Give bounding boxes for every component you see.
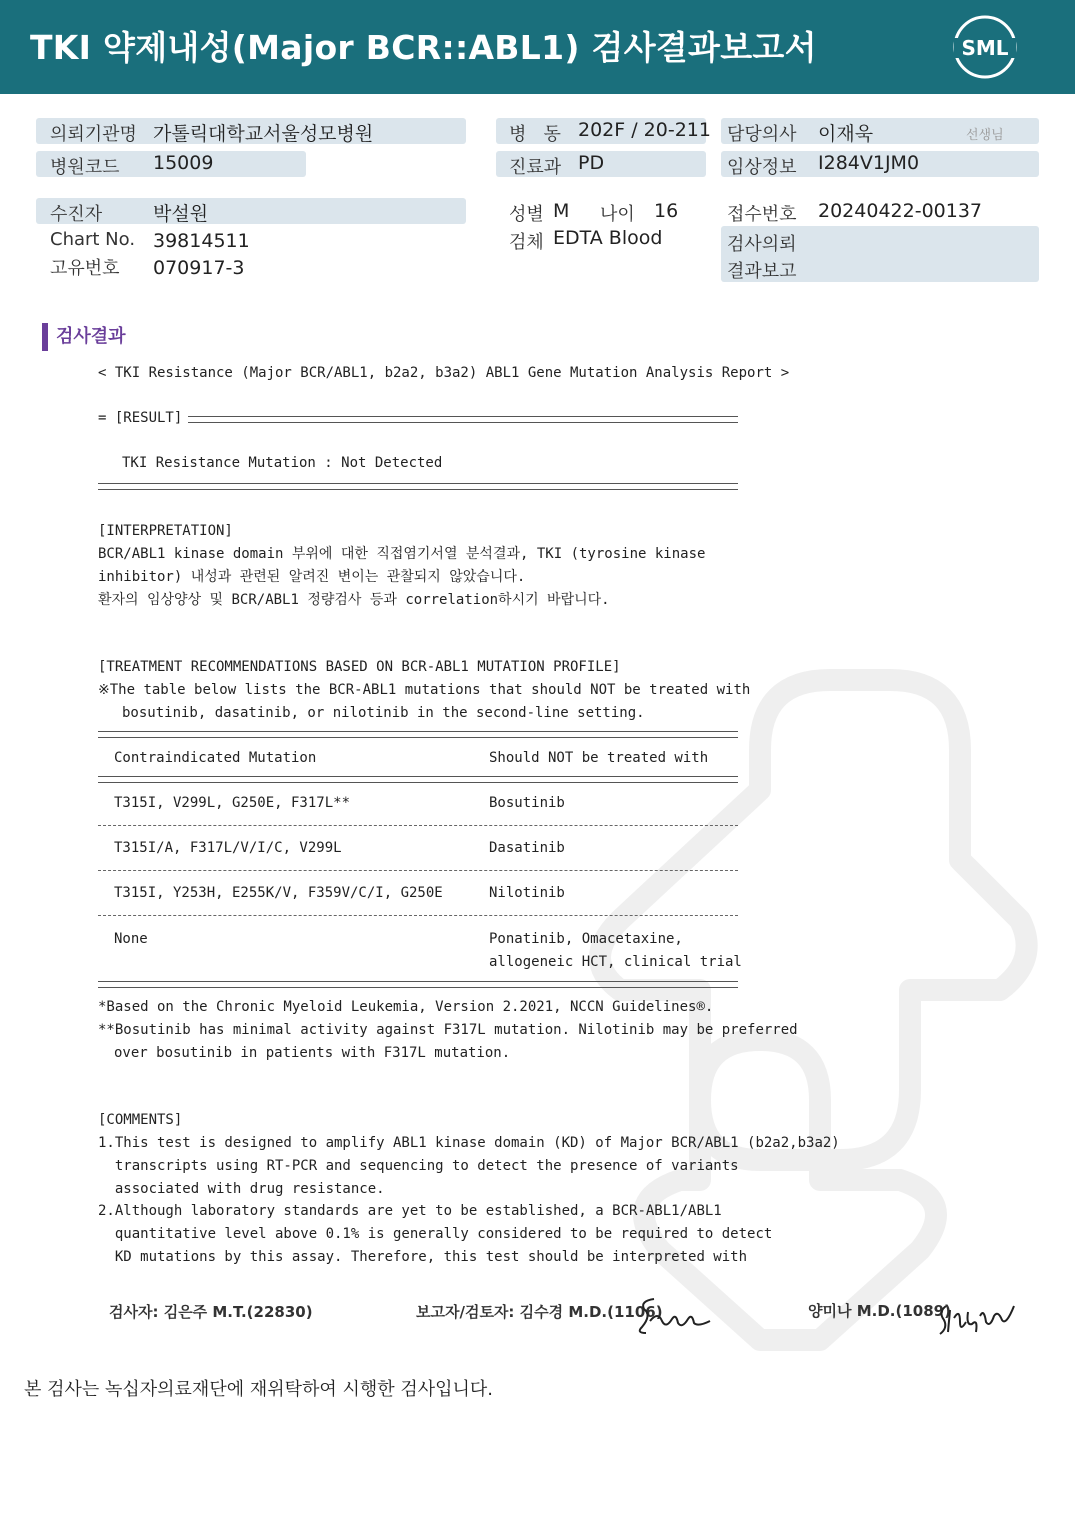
specimen-value: EDTA Blood <box>553 227 663 249</box>
dept-label: 진료과 <box>509 157 562 178</box>
rule <box>98 776 738 783</box>
patient-value: 박설원 <box>153 203 209 225</box>
comment-line: associated with drug resistance. <box>98 1181 385 1197</box>
rule <box>98 870 738 871</box>
report-header <box>0 0 1075 94</box>
reviewer-signature <box>936 1298 1016 1338</box>
institution-value: 가톨릭대학교서울성모병원 <box>153 123 374 145</box>
hospital-code-label: 병원코드 <box>50 157 120 178</box>
ward-label: 병 동 <box>509 124 561 145</box>
treatment-header: [TREATMENT RECOMMENDATIONS BASED ON BCR-ABL1 MUTATION PROFILE] <box>98 659 621 675</box>
section-title: 검사결과 <box>42 323 126 351</box>
footnote-1: *Based on the Chronic Myeloid Leukemia, Version 2.2021, NCCN Guidelines®. <box>98 999 714 1015</box>
interpretation-header: [INTERPRETATION] <box>98 523 233 539</box>
table-cell-mutation: T315I, Y253H, E255K/V, F359V/C/I, G250E <box>114 885 443 901</box>
rule <box>98 915 738 916</box>
result-header: = [RESULT] <box>98 410 191 426</box>
institution-label: 의뢰기관명 <box>50 124 137 145</box>
report-heading: < TKI Resistance (Major BCR/ABL1, b2a2, b3a2) ABL1 Gene Mutation Analysis Report > <box>98 365 790 381</box>
table-cell-drug: Ponatinib, Omacetaxine, <box>489 931 683 947</box>
table-cell-mutation: T315I, V299L, G250E, F317L** <box>114 795 351 811</box>
table-cell-drug: Nilotinib <box>489 885 565 901</box>
patient-label: 수진자 <box>50 204 103 225</box>
comments-header: [COMMENTS] <box>98 1112 183 1128</box>
sml-logo <box>952 14 1018 80</box>
rule <box>98 483 738 490</box>
comment-line: 1.This test is designed to amplify ABL1 kinase domain (KD) of Major BCR/ABL1 (b2a2,b3a2) <box>98 1135 840 1151</box>
receipt-value: 20240422-00137 <box>818 200 983 222</box>
footnote-2: **Bosutinib has minimal activity against F317L mutation. Nilotinib may be preferred <box>98 1022 798 1038</box>
comment-line: 2.Although laboratory standards are yet to be established, a BCR-ABL1/ABL1 <box>98 1203 722 1219</box>
reporter-signature <box>632 1293 714 1339</box>
hospital-code-value: 15009 <box>153 152 214 174</box>
footer-note: 본 검사는 녹십자의료재단에 재위탁하여 시행한 검사입니다. <box>24 1379 494 1400</box>
sex-label: 성별 <box>509 204 544 225</box>
table-header-mutation: Contraindicated Mutation <box>114 750 317 766</box>
interpretation-line-1: BCR/ABL1 kinase domain 부위에 대한 직접염기서열 분석결과, TKI (tyrosine kinase <box>98 546 706 562</box>
comment-line: KD mutations by this assay. Therefore, this test should be interpreted with <box>98 1249 748 1265</box>
comment-line: transcripts using RT-PCR and sequencing to detect the presence of variants <box>98 1158 739 1174</box>
rule <box>188 416 738 423</box>
sex-value: M <box>553 200 570 222</box>
result-line: TKI Resistance Mutation : Not Detected <box>122 455 443 471</box>
footnote-3: over bosutinib in patients with F317L mutation. <box>114 1045 511 1061</box>
interpretation-line-2: inhibitor) 내성과 관련된 알려진 변이는 관찰되지 않았습니다. <box>98 569 526 585</box>
table-cell-mutation: None <box>114 931 148 947</box>
ward-value: 202F / 20-211 <box>578 119 711 141</box>
reporter-name: 보고자/검토자: 김수경 M.D.(1106) <box>416 1303 663 1321</box>
report-date-label: 결과보고 <box>727 261 797 282</box>
logo-text: SML <box>961 36 1009 60</box>
unique-value: 070917-3 <box>153 257 245 279</box>
table-cell-drug: Dasatinib <box>489 840 565 856</box>
treatment-note-2: bosutinib, dasatinib, or nilotinib in the second-line setting. <box>122 705 645 721</box>
rule <box>98 731 738 738</box>
chart-value: 39814511 <box>153 230 250 252</box>
rule <box>98 981 738 988</box>
table-cell-mutation: T315I/A, F317L/V/I/C, V299L <box>114 840 342 856</box>
clinical-value: I284V1JM0 <box>818 152 920 174</box>
interpretation-line-3: 환자의 임상양상 및 BCR/ABL1 정량검사 등과 correlation하시기 바랍니다. <box>98 592 610 608</box>
treatment-note-1: ※The table below lists the BCR-ABL1 mutations that should NOT be treated with <box>98 682 751 698</box>
table-cell-drug-extra: allogeneic HCT, clinical trial <box>489 954 742 970</box>
rule <box>98 825 738 826</box>
reviewer-name: 양미나 M.D.(1089) <box>808 1302 951 1320</box>
request-label: 검사의뢰 <box>727 234 797 255</box>
age-value: 16 <box>654 200 679 222</box>
dept-value: PD <box>578 152 605 174</box>
table-header-drug: Should NOT be treated with <box>489 750 709 766</box>
clinical-label: 임상정보 <box>727 157 797 178</box>
receipt-label: 접수번호 <box>727 204 797 225</box>
unique-label: 고유번호 <box>50 258 120 279</box>
age-label: 나이 <box>600 204 635 225</box>
report-title: TKI 약제내성(Major BCR::ABL1) 검사결과보고서 <box>30 28 817 67</box>
comment-line: quantitative level above 0.1% is generally considered to be required to detect <box>98 1226 773 1242</box>
chart-label: Chart No. <box>50 229 136 250</box>
tester-name: 검사자: 김은주 M.T.(22830) <box>109 1303 313 1321</box>
doctor-value: 이재욱 <box>818 123 874 145</box>
doctor-label: 담당의사 <box>727 124 797 145</box>
doctor-suffix: 선생님 <box>966 128 1004 143</box>
table-cell-drug: Bosutinib <box>489 795 565 811</box>
specimen-label: 검체 <box>509 232 544 253</box>
